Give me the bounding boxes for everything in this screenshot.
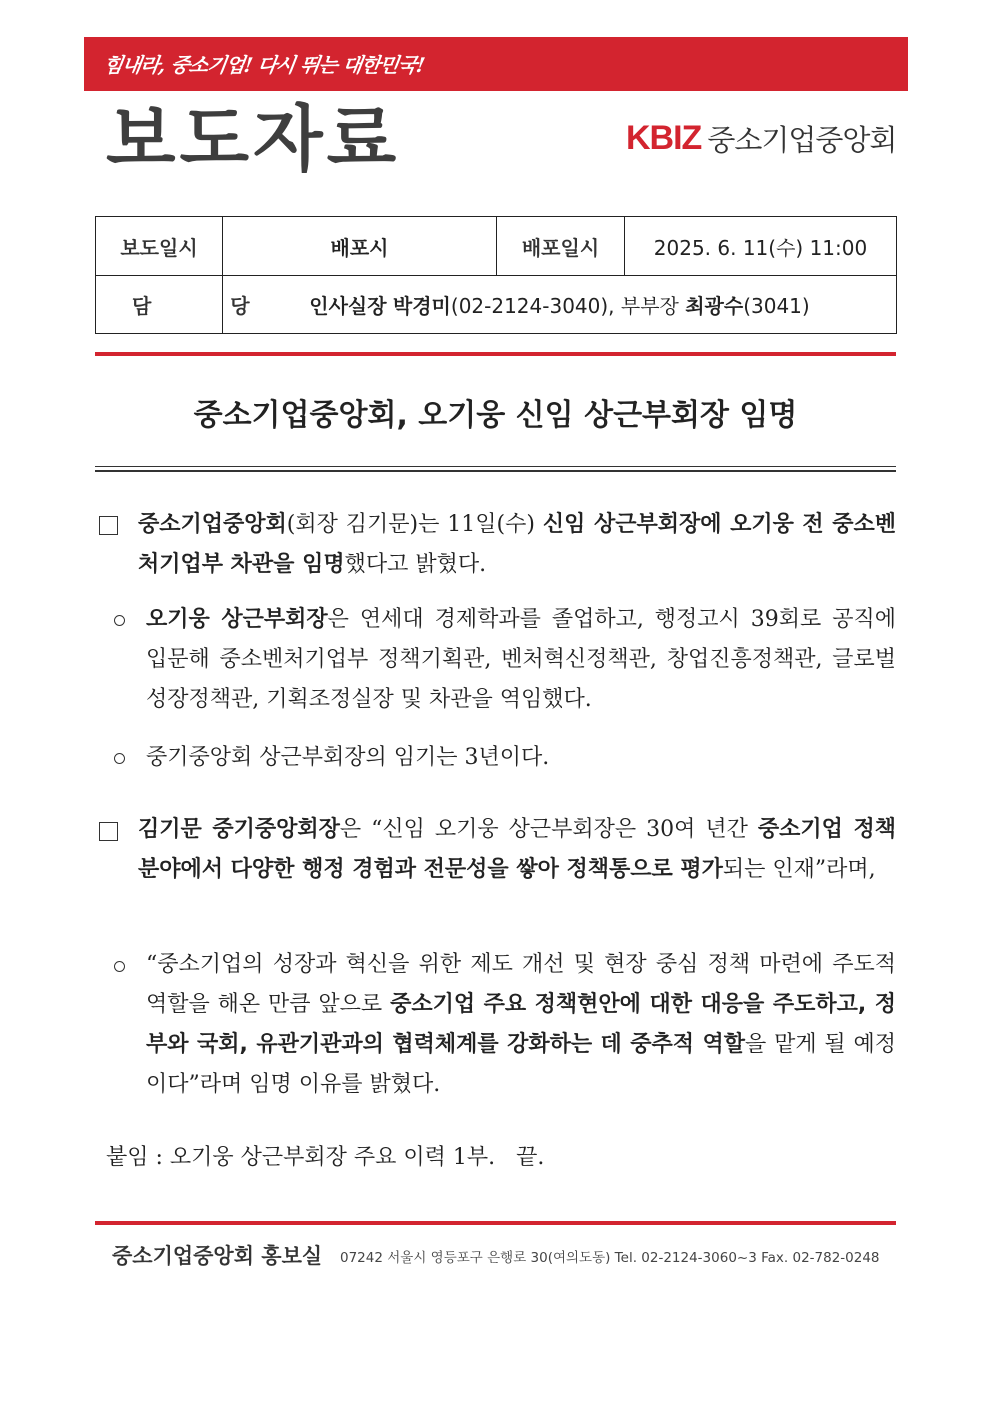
bullet-term: 중기중앙회 상근부회장의 임기는 3년이다.: [146, 745, 550, 770]
p1-highlight: 신임 상근부회장에 오기웅 전 중소벤처기업부 차관을 임명: [138, 512, 896, 577]
red-divider-top: [95, 352, 896, 356]
info-row-contact: [96, 276, 897, 334]
headline: 중소기업중앙회, 오기웅 신임 상근부회장 임명: [193, 398, 798, 433]
info-table: [95, 216, 897, 334]
bullet-quote: [146, 945, 896, 1105]
p1-text-a: (회장 김기문)는 11일(수): [286, 512, 543, 537]
kbiz-logo: [626, 118, 896, 158]
square-bullet-2: [99, 822, 118, 841]
p2-text-b: 되는 인재”라며,: [722, 857, 876, 882]
contact-phone-1: (02-2124-3040), 부부장: [450, 294, 679, 318]
b3-highlight: 중소기업 주요 정책현안에 대한 대응을 주도하고, 정부와 국회, 유관기관과의 협력체계를 강화하는 데 중추적 역할: [146, 992, 897, 1057]
b3-text-b: 을 맡게 될 예정이다”라며 임명 이유를 밝혔다.: [146, 1032, 896, 1097]
paragraph-2: [138, 810, 896, 890]
contact-label: 담 당: [96, 276, 223, 334]
paragraph-1: [138, 505, 896, 585]
contact-value: [223, 276, 897, 334]
b3-text-a: “중소기업의 성장과 혁신을 위한 제도 개선 및 현장 중심 정책 마련에 주도적 역할을 해온 만큼 앞으로: [146, 952, 896, 1017]
bullet-career: [146, 600, 896, 720]
release-date-value: 2025. 6. 11(수) 11:00: [625, 217, 897, 276]
p2-highlight: 중소기업 정책 분야에서 다양한 행정 경험과 전문성을 쌓아 정책통으로 평가: [138, 817, 897, 882]
footer-address: 07242 서울시 영등포구 은행로 30(여의도동) Tel. 02-2124-3060~3 Fax. 02-782-0248: [340, 1250, 880, 1266]
logo-text: 중소기업중앙회: [707, 122, 897, 157]
report-date-label: 보도일시: [96, 217, 223, 276]
double-rule-bottom: [95, 470, 896, 472]
contact-name-2: 최광수: [685, 294, 744, 318]
contact-phone-2: (3041): [743, 294, 810, 318]
p2-name: 김기문 중기중앙회장: [138, 817, 340, 842]
red-divider-bottom: [95, 1221, 896, 1225]
footer-department: 중소기업중앙회 홍보실: [112, 1244, 323, 1268]
info-row-dates: [96, 217, 897, 276]
contact-name-1: 박경미: [392, 294, 451, 318]
logo-mark: KBIZ: [626, 118, 702, 157]
b1-name: 오기웅 상근부회장: [146, 607, 328, 632]
release-date-label: 배포일시: [497, 217, 625, 276]
square-bullet-1: [99, 516, 118, 535]
contact-role: 인사실장: [309, 294, 387, 318]
p2-text-a: 은 “신임 오기웅 상근부회장은 30여 년간: [339, 817, 758, 842]
p1-org: 중소기업중앙회: [138, 512, 287, 537]
circle-bullet-1: [114, 615, 125, 626]
b1-text: 은 연세대 경제학과를 졸업하고, 행정고시 39회로 공직에 입문해 중소벤처기업부 정책기획관, 벤처혁신정책관, 창업진흥정책관, 글로벌성장정책관, 기획조정실장 및 차관을 역임했다.: [146, 607, 896, 712]
report-date-value: 배포시: [223, 217, 497, 276]
p1-text-b: 했다고 밝혔다.: [344, 552, 487, 577]
attachment-note: 붙임 : 오기웅 상근부회장 주요 이력 1부. 끝.: [106, 1145, 545, 1170]
slogan-banner: [84, 37, 908, 91]
circle-bullet-2: [114, 753, 125, 764]
press-release-title: 보도자료: [106, 97, 401, 181]
slogan-text: 힘내라, 중소기업! 다시 뛰는 대한민국!: [102, 53, 426, 77]
double-rule-top: [95, 466, 896, 467]
circle-bullet-3: [114, 961, 125, 972]
